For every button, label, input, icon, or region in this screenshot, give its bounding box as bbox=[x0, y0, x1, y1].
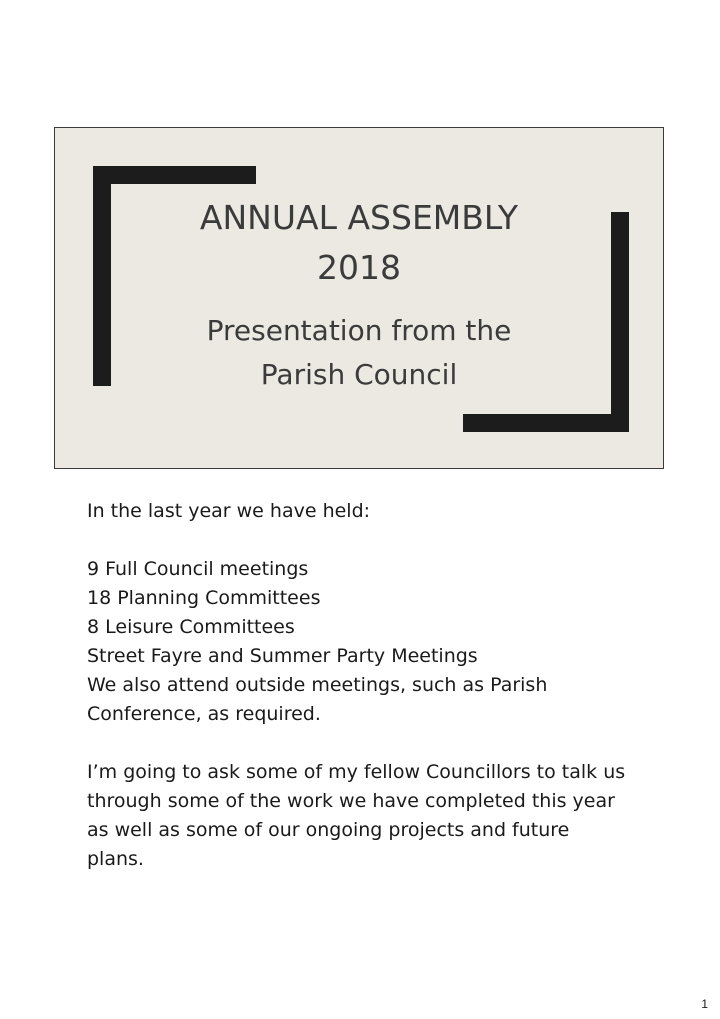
bracket-top-left-vertical bbox=[93, 166, 111, 386]
notes-item: 18 Planning Committees bbox=[87, 587, 321, 609]
slide-title-line-1: ANNUAL ASSEMBLY bbox=[199, 198, 519, 237]
notes-closing-line: through some of the work we have completed this year bbox=[87, 790, 615, 812]
page-number: 1 bbox=[701, 997, 708, 1011]
bracket-top-left-horizontal bbox=[93, 166, 256, 184]
slide-subtitle-line-2: Parish Council bbox=[260, 358, 458, 391]
speaker-notes bbox=[87, 497, 657, 874]
notes-spacer bbox=[87, 729, 657, 758]
notes-spacer bbox=[87, 526, 657, 555]
notes-closing-line: plans. bbox=[87, 848, 144, 870]
bracket-bottom-right-vertical bbox=[611, 212, 629, 432]
notes-item: We also attend outside meetings, such as Parish bbox=[87, 674, 548, 696]
slide-title-line-2: 2018 bbox=[317, 248, 401, 287]
slide-thumbnail bbox=[54, 127, 664, 469]
notes-closing-line: I’m going to ask some of my fellow Councillors to talk us bbox=[87, 761, 626, 783]
notes-item: 8 Leisure Committees bbox=[87, 616, 295, 638]
notes-item: Conference, as required. bbox=[87, 703, 321, 725]
notes-intro: In the last year we have held: bbox=[87, 500, 371, 522]
notes-item: Street Fayre and Summer Party Meetings bbox=[87, 645, 478, 667]
slide-subtitle-line-1: Presentation from the bbox=[206, 314, 512, 347]
notes-closing-line: as well as some of our ongoing projects and future bbox=[87, 819, 570, 841]
bracket-bottom-right-horizontal bbox=[463, 414, 629, 432]
notes-item: 9 Full Council meetings bbox=[87, 558, 309, 580]
